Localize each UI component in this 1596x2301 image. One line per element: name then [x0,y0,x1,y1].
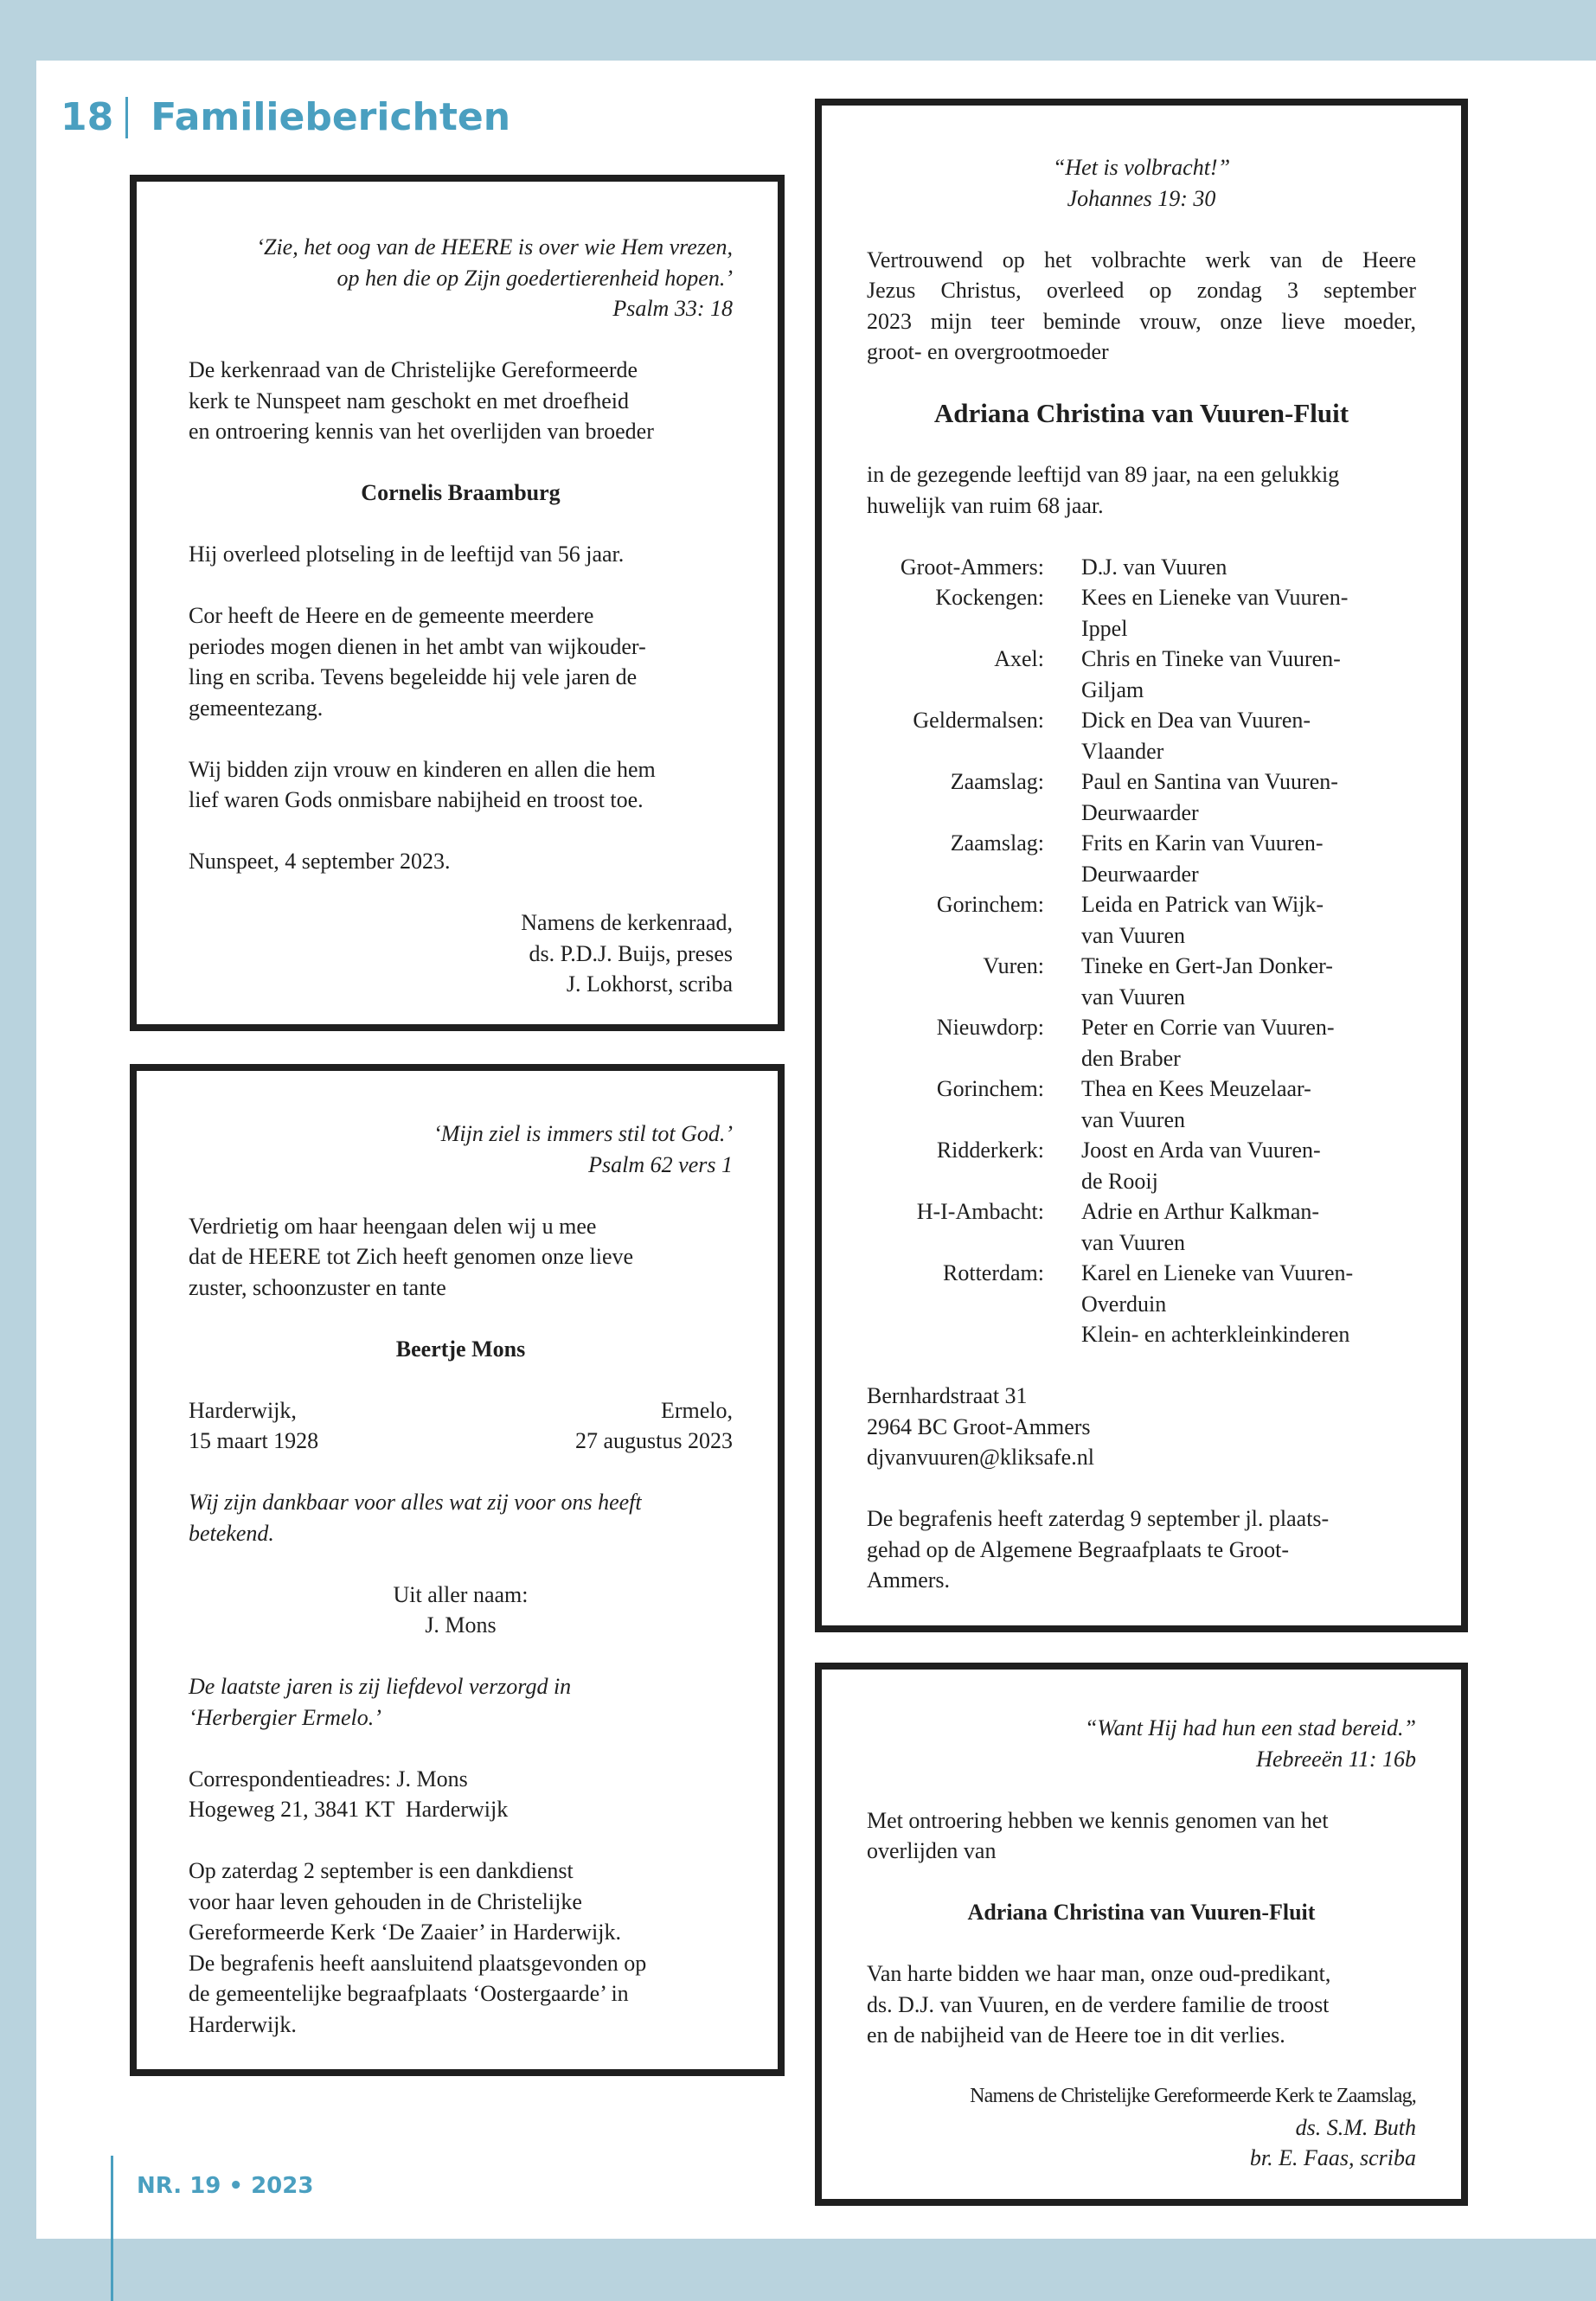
family-names: Frits en Karin van Vuuren- Deurwaarder [1081,830,1324,887]
intro-text: dat de HEERE tot Zich heeft genomen onze lieve [189,1244,634,1269]
address-line: 2964 BC Groot-Ammers [867,1413,1091,1439]
notice-church-zaamslag [815,1663,1468,2206]
family-names: Joost en Arda van Vuuren- de Rooij [1081,1138,1321,1194]
birth-death-row [189,1395,733,1426]
birth-death-row [189,1426,733,1457]
family-names: Karel en Lieneke van Vuuren- Overduin Klein- en achterkleinkinderen [1081,1260,1354,1347]
intro-text: Jezus Christus, overleed op zondag 3 september [867,278,1416,303]
place-date: Nunspeet, 4 september 2023. [189,849,451,874]
page-number: 18 [61,95,114,139]
family-names: Leida en Patrick van Wijk- van Vuuren [1081,892,1324,948]
care-text: De laatste jaren is zij liefdevol verzorgd in [189,1674,572,1699]
family-list [867,552,1416,1350]
funeral-text: De begrafenis heeft zaterdag 9 september jl. plaats- [867,1506,1330,1531]
service-info: Harderwijk. [189,2011,297,2037]
family-names: Dick en Dea van Vuuren- Vlaander [1081,708,1311,764]
service-text: gemeentezang. [189,695,324,721]
bible-quote: “Het is volbracht!” [1052,155,1231,180]
family-names: Adrie en Arthur Kalkman- van Vuuren [1081,1199,1320,1255]
intro-text: groot- en overgrootmoeder [867,339,1109,364]
family-place: Vuren: [983,953,1044,978]
intro-text: De kerkenraad van de Christelijke Gereformeerde [189,357,638,382]
signature: J. Lokhorst, scriba [566,971,733,997]
gratitude-text: betekend. [189,1520,274,1546]
funeral-text: gehad op de Algemene Begraafplaats te Groot- [867,1536,1290,1562]
service-text: periodes mogen dienen in het ambt van wijkouder- [189,633,646,659]
intro-text: zuster, schoonzuster en tante [189,1274,446,1300]
family-place: Kockengen: [935,585,1044,610]
deceased-name: Cornelis Braamburg [361,480,561,505]
service-text: ling en scriba. Tevens begeleidde hij vele jaren de [189,664,638,689]
bible-quote: ‘Zie, het oog van de HEERE is over wie Hem vrezen, [256,234,733,260]
family-names: Chris en Tineke van Vuuren- Giljam [1081,646,1341,702]
family-names: Thea en Kees Meuzelaar- van Vuuren [1081,1076,1311,1132]
family-place: Axel: [994,646,1044,671]
intro-text: Vertrouwend op het volbrachte werk van de Heere [867,247,1416,272]
signed-label: Uit aller naam: [393,1581,529,1607]
correspondence-address: Hogeweg 21, 3841 KT Harderwijk [189,1797,509,1822]
signed-on-behalf: Namens de Christelijke Gereformeerde Kerk te Zaamslag, [970,2085,1416,2107]
footer-divider [111,2156,113,2301]
family-place: Geldermalsen: [913,708,1044,733]
intro-text: overlijden van [867,1838,997,1863]
signature: Namens de kerkenraad, [521,910,733,935]
notice-van-vuuren-family [815,99,1468,1632]
bible-quote: op hen die op Zijn goedertierenheid hopen.’ [337,265,733,291]
intro-text: 2023 mijn teer beminde vrouw, onze lieve moeder, [867,308,1416,334]
intro-text: en ontroering kennis van het overlijden van broeder [189,419,654,444]
death-date: 27 augustus 2023 [575,1428,733,1453]
service-info: de gemeentelijke begraafplaats ‘Oostergaarde’ in [189,1981,629,2006]
correspondence-address: Correspondentieadres: J. Mons [189,1766,468,1791]
age-text: in de gezegende leeftijd van 89 jaar, na een gelukkig [867,462,1340,487]
family-place: Rotterdam: [943,1260,1044,1285]
family-place: Zaamslag: [950,830,1044,856]
page-header [61,95,510,139]
issue-number: NR. 19 • 2023 [137,2173,314,2199]
notice-beertje-mons [130,1064,785,2076]
gratitude-text: Wij zijn dankbaar voor alles wat zij voor ons heeft [189,1490,642,1515]
birth-date: 15 maart 1928 [189,1428,319,1453]
deceased-name: Adriana Christina van Vuuren-Fluit [967,1900,1316,1925]
family-place: H-I-Ambacht: [916,1199,1044,1224]
age-line: Hij overleed plotseling in de leeftijd van 56 jaar. [189,542,625,567]
prayer-text: ds. D.J. van Vuuren, en de verdere familie de troost [867,1991,1330,2017]
family-names: Kees en Lieneke van Vuuren- Ippel [1081,585,1349,641]
deceased-name: Adriana Christina van Vuuren-Fluit [933,398,1349,428]
service-info: voor haar leven gehouden in de Christelijke [189,1888,582,1914]
age-text: huwelijk van ruim 68 jaar. [867,492,1104,518]
family-place: Gorinchem: [936,892,1044,917]
bible-reference: Johannes 19: 30 [1067,185,1216,211]
signature: ds. S.M. Buth [1295,2114,1416,2140]
death-place: Ermelo, [660,1397,733,1423]
funeral-text: Ammers. [867,1567,951,1593]
service-info: De begrafenis heeft aansluitend plaatsgevonden op [189,1950,647,1976]
intro-text: kerk te Nunspeet nam geschokt en met droefheid [189,388,629,413]
care-text: ‘Herbergier Ermelo.’ [189,1704,381,1730]
signed-name: J. Mons [425,1612,497,1638]
deceased-name: Beertje Mons [395,1336,526,1362]
service-info: Op zaterdag 2 september is een dankdienst [189,1858,574,1883]
family-place: Nieuwdorp: [936,1015,1044,1040]
prayer-text: Van harte bidden we haar man, onze oud-predikant, [867,1961,1331,1986]
family-place: Ridderkerk: [936,1138,1044,1163]
prayer-text: Wij bidden zijn vrouw en kinderen en allen die hem [189,756,656,782]
prayer-text: lief waren Gods onmisbare nabijheid en troost toe. [189,787,644,812]
family-names: Paul en Santina van Vuuren- Deurwaarder [1081,769,1338,825]
family-place: Gorinchem: [936,1076,1044,1101]
birth-place: Harderwijk, [189,1397,297,1423]
family-place: Groot-Ammers: [900,554,1044,580]
header-divider [125,97,128,138]
email-address: djvanvuuren@kliksafe.nl [867,1445,1094,1470]
notice-cornelis-braamburg [130,175,785,1031]
bible-quote: ‘Mijn ziel is immers stil tot God.’ [433,1121,733,1146]
service-text: Cor heeft de Heere en de gemeente meerdere [189,603,594,628]
family-names: Tineke en Gert-Jan Donker- van Vuuren [1081,953,1333,1009]
prayer-text: en de nabijheid van de Heere toe in dit verlies. [867,2022,1285,2048]
service-info: Gereformeerde Kerk ‘De Zaaier’ in Harderwijk. [189,1920,621,1945]
bible-reference: Psalm 33: 18 [612,296,733,321]
bible-quote: “Want Hij had hun een stad bereid.” [1084,1715,1416,1740]
intro-text: Met ontroering hebben we kennis genomen van het [867,1807,1329,1833]
section-title: Familieberichten [151,95,511,139]
family-names: Peter en Corrie van Vuuren- den Braber [1081,1015,1335,1071]
bible-reference: Hebreeën 11: 16b [1256,1746,1416,1772]
address-line: Bernhardstraat 31 [867,1383,1028,1408]
family-names: D.J. van Vuuren [1081,554,1227,580]
family-place: Zaamslag: [950,769,1044,794]
signature: br. E. Faas, scriba [1249,2145,1416,2170]
intro-text: Verdrietig om haar heengaan delen wij u mee [189,1213,597,1239]
signature: ds. P.D.J. Buijs, preses [529,940,733,966]
bible-reference: Psalm 62 vers 1 [588,1151,733,1177]
